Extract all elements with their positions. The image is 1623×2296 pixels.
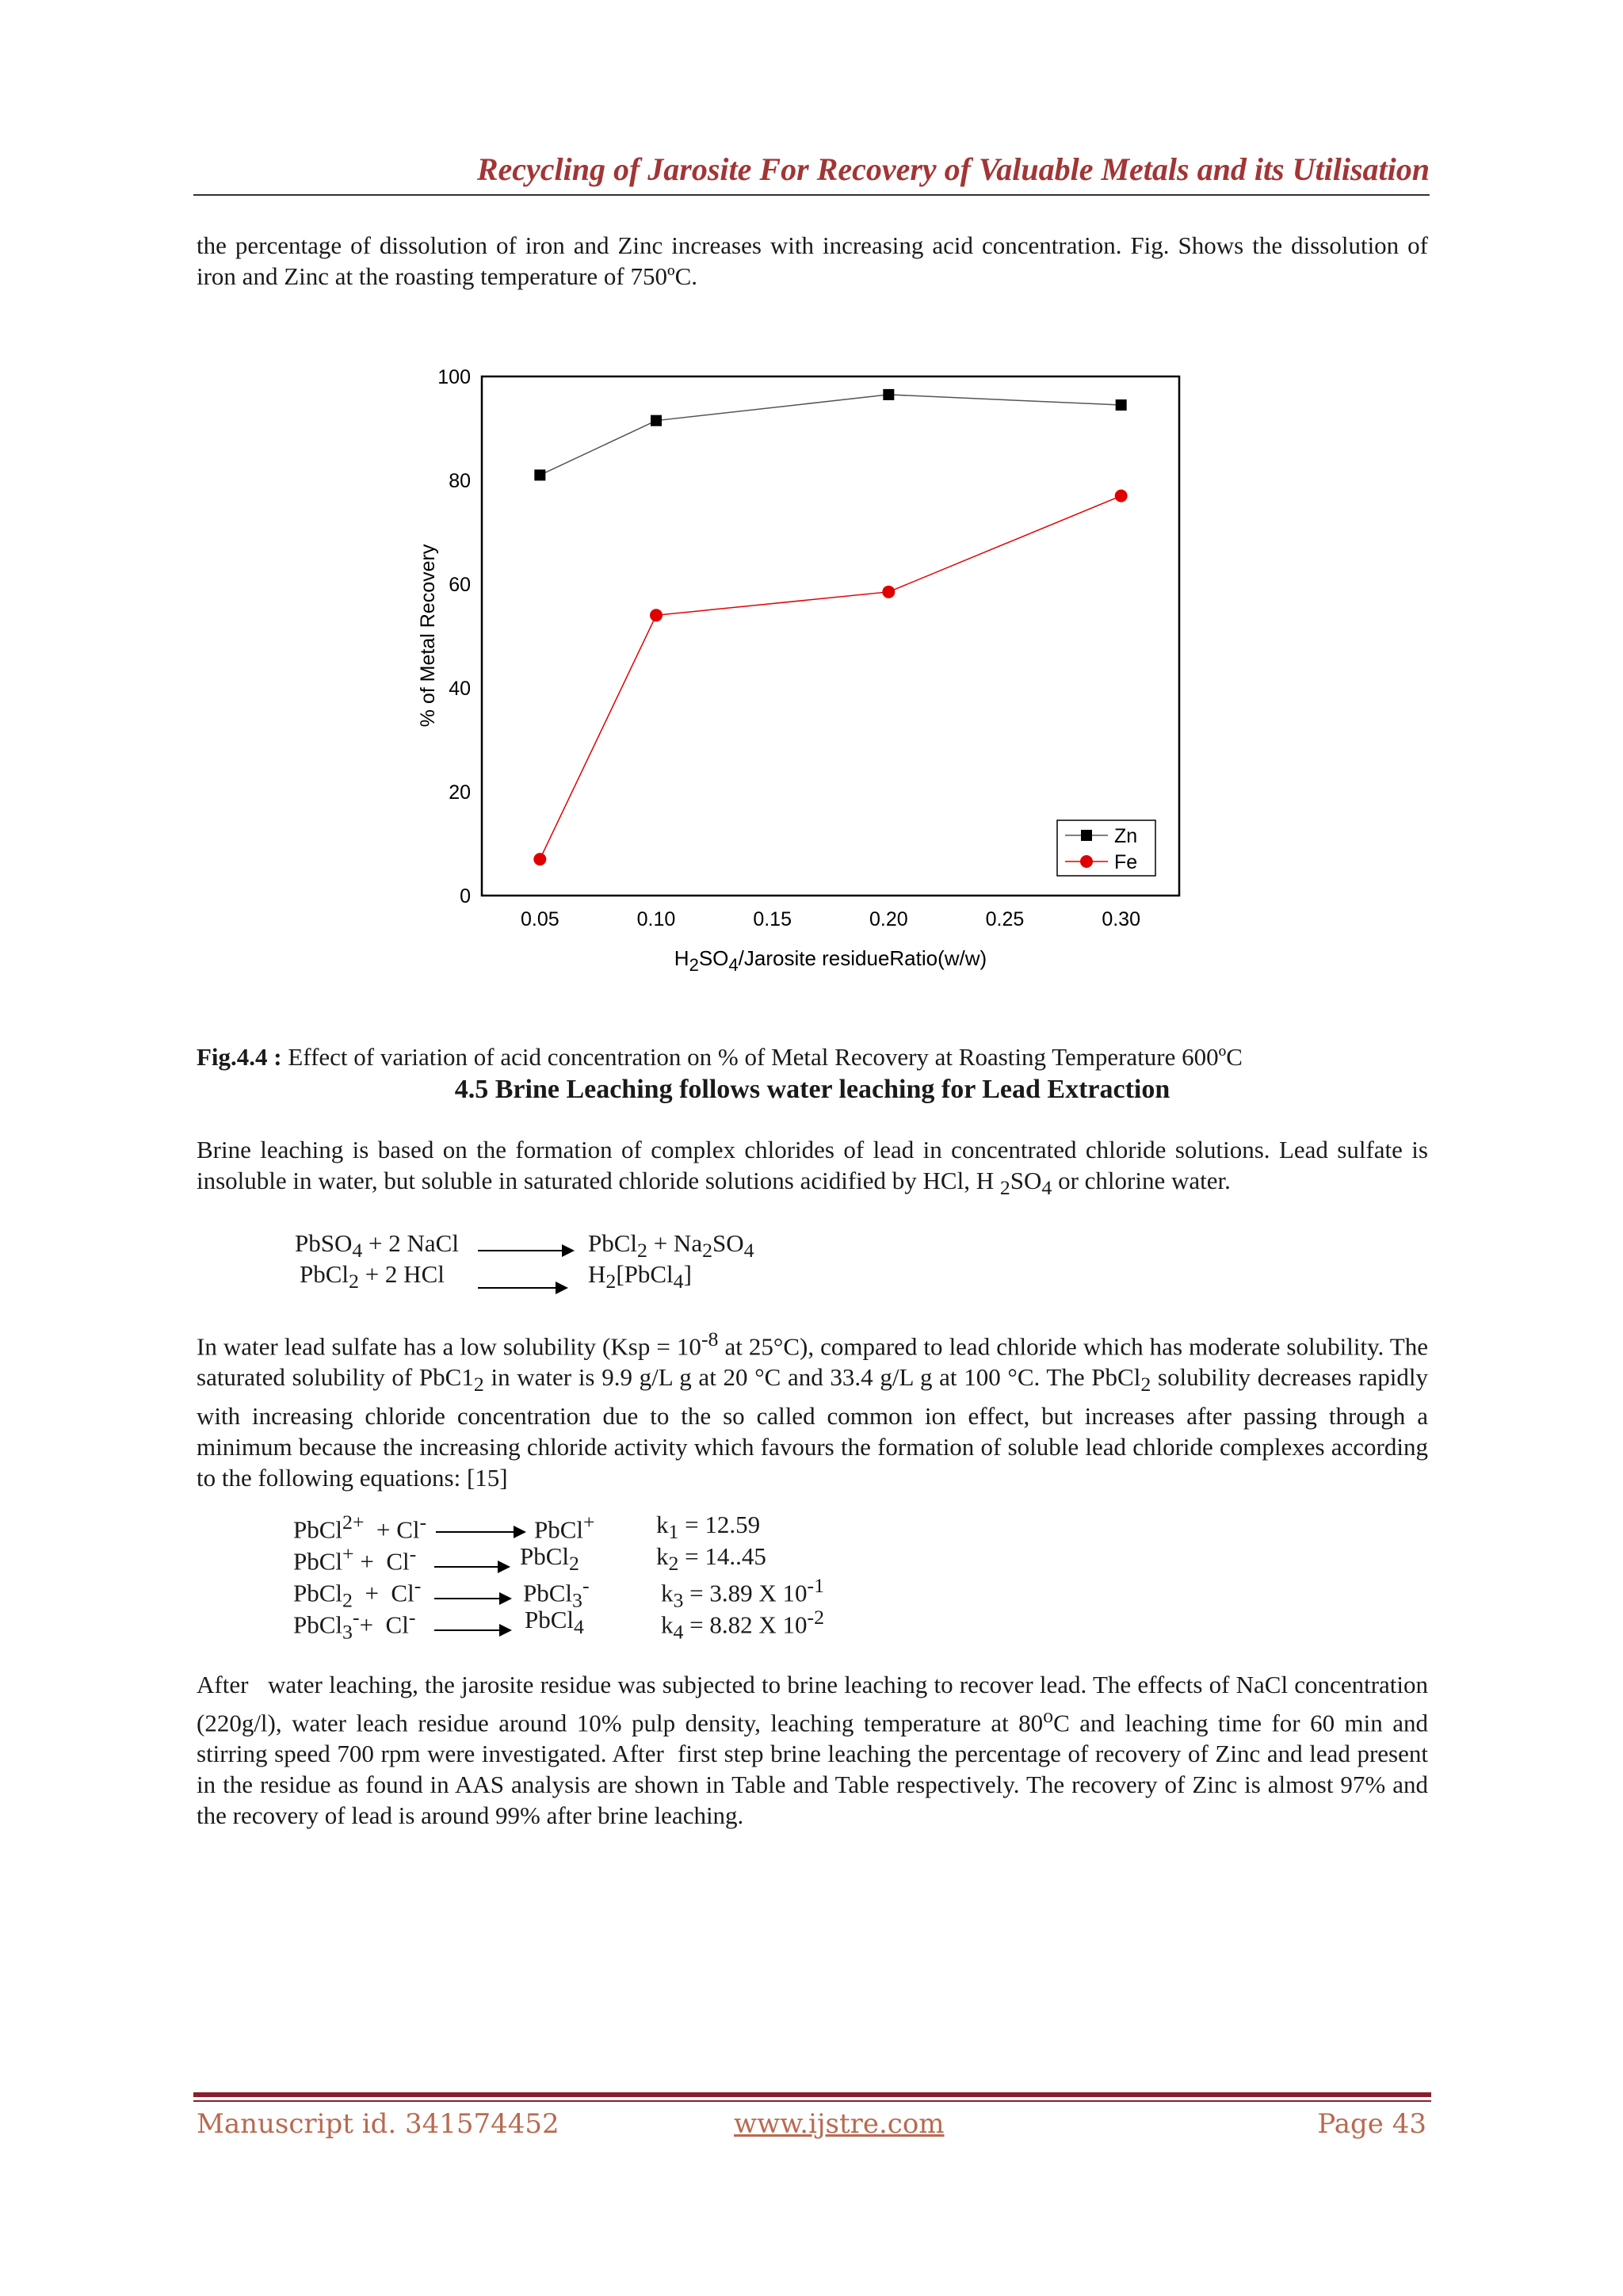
page-number: Page 43 — [1317, 2108, 1426, 2140]
x-tick-label: 0.25 — [985, 908, 1025, 930]
arrow-icon — [478, 1250, 571, 1251]
y-tick-label: 40 — [449, 678, 471, 700]
reaction-1-left: PbSO$_4$ + 2 NaCl — [295, 1229, 459, 1263]
intro-paragraph: the percentage of dissolution of iron and Zinc increases with increasing acid concentration. Fig. Shows the dissolution of iron and Zinc at the roasting temperature of 750ºC. — [197, 231, 1428, 290]
legend-label-zn: Zn — [1114, 825, 1138, 847]
x-tick-label: 0.10 — [636, 908, 676, 930]
arrow-icon — [436, 1531, 523, 1533]
data-point-zn — [651, 415, 662, 426]
x-tick-label: 0.30 — [1102, 908, 1141, 930]
chart-legend — [1057, 820, 1155, 876]
website-link[interactable]: www.ijstre.com — [734, 2108, 945, 2140]
y-tick-label: 100 — [437, 366, 471, 388]
data-point-zn — [534, 469, 545, 480]
brine-leaching-paragraph: Brine leaching is based on the formation of complex chlorides of lead in concentrated chloride solutions. Lead sulfate is insoluble in water, but soluble in saturated chloride solutions acidified by HCl, H $_2SO_4$ or chlorine water. — [197, 1136, 1428, 1200]
complex-1-right: PbCl+ — [534, 1511, 595, 1544]
complex-2-left: PbCl+ + Cl- — [293, 1542, 417, 1576]
x-tick-label: 0.15 — [753, 908, 792, 930]
data-point-fe — [650, 609, 663, 621]
legend-marker-zn — [1081, 830, 1092, 841]
data-point-zn — [883, 389, 894, 400]
reaction-2-right: $H_2[PbCl_4]$ — [588, 1260, 692, 1293]
data-point-fe — [1115, 490, 1128, 502]
complex-1-k: $k_1 = 12.59$ — [656, 1511, 761, 1544]
legend-label-fe: Fe — [1114, 851, 1138, 873]
section-heading: 4.5 Brine Leaching follows water leaching for Lead Extraction — [454, 1075, 1170, 1104]
complex-4-left: PbCl$_3$-+ Cl- — [293, 1606, 416, 1644]
complex-1-left: PbCl$^{2+}$ + Cl- — [293, 1511, 427, 1544]
footer-divider — [193, 2092, 1431, 2097]
data-point-fe — [533, 853, 546, 865]
arrow-icon — [434, 1629, 509, 1631]
figure-caption — [197, 1043, 1465, 1072]
manuscript-id: Manuscript id. 341574452 — [197, 2108, 559, 2140]
series-line-fe — [540, 496, 1121, 860]
y-tick-label: 20 — [449, 781, 471, 804]
complex-3-left: PbCl$_2$ + Cl- — [293, 1574, 422, 1612]
complex-3-k: $k_3 = 3.89$ X $10^{-1}$ — [661, 1574, 825, 1612]
complex-2-k: $k_2 = 14..45$ — [656, 1542, 766, 1576]
y-tick-label: 80 — [449, 470, 471, 492]
x-tick-label: 0.20 — [869, 908, 908, 930]
legend-marker-fe — [1080, 855, 1093, 868]
figure-chart — [396, 349, 1228, 983]
footer-divider-thin — [193, 2100, 1431, 2102]
complex-3-right: PbCl$_3$- — [523, 1574, 590, 1612]
y-tick-label: 0 — [460, 885, 471, 907]
data-point-zn — [1116, 399, 1127, 411]
reaction-1-right: PbCl$_2$ + $Na_2SO_4$ — [588, 1229, 754, 1263]
y-tick-label: 60 — [449, 574, 471, 596]
y-axis-label: % of Metal Recovery — [417, 544, 439, 728]
plot-frame — [482, 376, 1179, 896]
running-header: Recycling of Jarosite For Recovery of Valuable Metals and its Utilisation — [476, 151, 1430, 187]
header-divider — [193, 194, 1430, 196]
arrow-icon — [478, 1287, 565, 1289]
figure-caption-label: Fig.4.4 : — [197, 1043, 282, 1071]
arrow-icon — [434, 1598, 509, 1599]
x-axis-label: $H_2SO_4$/Jarosite residueRatio(w/w) — [674, 946, 987, 975]
x-tick-label: 0.05 — [520, 908, 559, 930]
complex-4-right: PbCl$_4$ — [525, 1606, 584, 1639]
complex-4-k: $k_4 = 8.82$ X $10^{-2}$ — [661, 1606, 825, 1644]
after-leaching-paragraph: After water leaching, the jarosite residue was subjected to brine leaching to recover lead. The effects of NaCl concentration (220g/l), water leach residue around 10% pulp density, leaching temperature at 80$^o$C and leaching time for 60 min and stirring speed 700 rpm were investigated. After first step brine leaching the percentage of recovery of Zinc and lead present in the residue as found in AAS analysis are shown in Table and Table respectively. The recovery of Zinc is almost 97% and the recovery of lead is around 99% after brine leaching. — [197, 1671, 1429, 1830]
solubility-paragraph: In water lead sulfate has a low solubility ($Ksp = 10^{-8}$ at 25°C), compared to lead chloride which has moderate solubility. The saturated solubility of $PbC1_2$ in water is 9.9 g/L g at 20 °C and 33.4 g/L g at 100 °C. The PbCl$_2$ solubility decreases rapidly with increasing chloride concentration due to the so called common ion effect, but increases after passing through a minimum because the increasing chloride activity which favours the formation of soluble lead chloride complexes according to the following equations: [15] — [197, 1328, 1429, 1492]
data-point-fe — [882, 586, 895, 598]
arrow-icon — [434, 1566, 507, 1568]
metal-recovery-chart — [396, 349, 1228, 983]
complex-2-right: PbCl$_2$ — [520, 1542, 579, 1576]
reaction-2-left: PbCl$_2$ + 2 HCl — [300, 1260, 445, 1293]
figure-caption-text: Effect of variation of acid concentration on % of Metal Recovery at Roasting Temperature 600ºC — [281, 1043, 1243, 1071]
series-line-zn — [540, 395, 1121, 476]
